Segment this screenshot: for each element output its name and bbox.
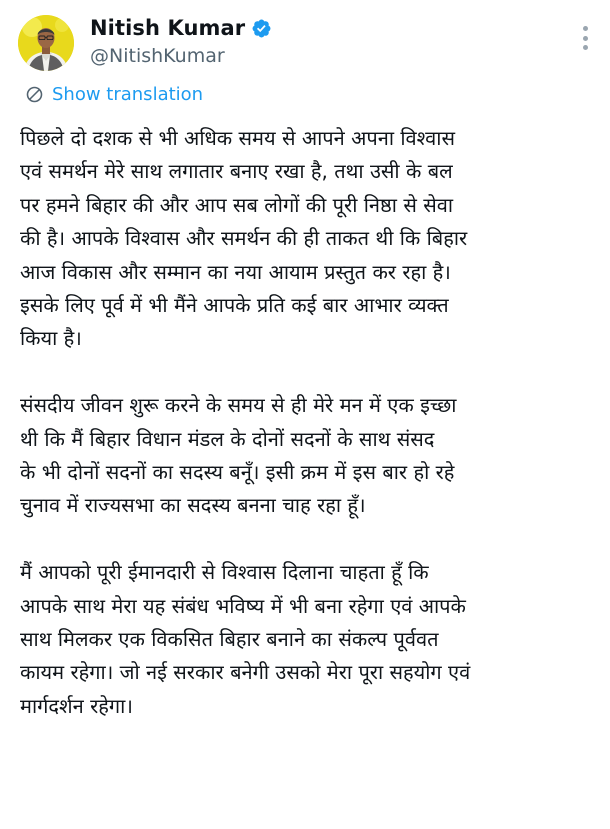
show-translation-label: Show translation	[52, 84, 204, 105]
text-line: पिछले दो दशक से भी अधिक समय से आपने अपना विश्वास	[20, 126, 455, 150]
paragraph-spacer	[20, 356, 595, 389]
text-line: चुनाव में राज्यसभा का सदस्य बनना चाह रहा हूँ।	[20, 493, 366, 518]
name-row	[90, 14, 550, 42]
text-line: किया है।	[20, 326, 82, 351]
text-line: संसदीय जीवन शुरू करने के समय से ही मेरे मन में एक इच्छा	[20, 393, 457, 418]
tweet-header	[90, 14, 550, 67]
display-name[interactable]: Nitish Kumar	[90, 16, 246, 40]
user-handle[interactable]: @NitishKumar	[90, 45, 225, 67]
text-line: मैं आपको पूरी ईमानदारी से विश्वास दिलाना चाहता हूँ कि	[20, 560, 429, 585]
tweet-paragraph	[20, 122, 595, 356]
more-options-button[interactable]	[582, 26, 588, 50]
tweet-paragraph	[20, 556, 595, 723]
text-line: साथ मिलकर एक विकसित बिहार बनाने का संकल्प पूर्ववत	[20, 627, 439, 652]
text-line: कायम रहेगा। जो नई सरकार बनेगी उसको मेरा पूरा सहयोग एवं	[20, 660, 471, 685]
text-line: एवं समर्थन मेरे साथ लगातार बनाए रखा है, तथा उसी के बल	[20, 159, 453, 184]
tweet-paragraph	[20, 389, 595, 523]
show-translation-button[interactable]	[24, 84, 203, 105]
translate-icon	[24, 84, 45, 105]
paragraph-spacer	[20, 523, 595, 556]
text-line: आपके साथ मेरा यह संबंध भविष्य में भी बना रहेगा एवं आपके	[20, 593, 466, 618]
more-dot	[583, 45, 588, 50]
verified-badge-icon[interactable]	[251, 18, 272, 39]
text-line: मार्गदर्शन रहेगा।	[20, 693, 133, 718]
text-line: इसके लिए पूर्व में भी मैंने आपके प्रति कई बार आभार व्यक्त	[20, 293, 449, 318]
text-line: थी कि मैं बिहार विधान मंडल के दोनों सदनों के साथ संसद	[20, 426, 435, 451]
text-line: की है। आपके विश्वास और समर्थन की ही ताकत थी कि बिहार	[20, 226, 468, 251]
tweet-text	[20, 122, 595, 723]
more-dot	[583, 36, 588, 41]
more-horizontal-icon	[583, 26, 588, 31]
text-line: पर हमने बिहार की और आप सब लोगों की पूरी निष्ठा से सेवा	[20, 192, 454, 217]
profile-photo-icon	[18, 15, 74, 71]
text-line: आज विकास और सम्मान का नया आयाम प्रस्तुत कर रहा है।	[20, 259, 451, 284]
avatar[interactable]	[18, 15, 74, 71]
text-line: के भी दोनों सदनों का सदस्य बनूँ। इसी क्रम में इस बार हो रहे	[20, 460, 455, 485]
